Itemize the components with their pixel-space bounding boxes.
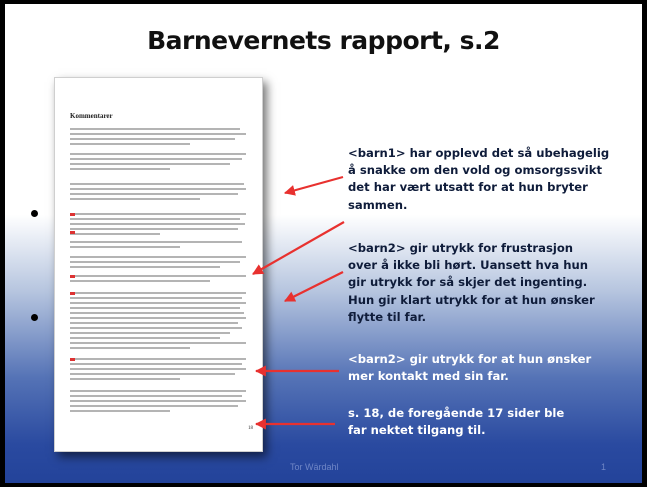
annotation-text-3: <barn2> gir utrykk for at hun ønsker mer kontakt med sin far.	[348, 352, 592, 384]
slide	[5, 4, 642, 483]
annotation-text-1: <barn1> har opplevd det så ubehagelig å snakke om den vold og omsorgssvikt det har vært utsatt for at hun bryter sammen.	[348, 146, 610, 212]
document-page-number: 18	[248, 426, 253, 431]
arrow-1	[285, 177, 343, 193]
arrow-2	[253, 222, 344, 274]
annotation-text-2: <barn2> gir utrykk for frustrasjon over å ikke bli hørt. Uansett hva hun gir utrykk for så skjer det ingenting. Hun gir klart utrykk for at hun ønsker flytte til far.	[348, 241, 595, 324]
arrow-3	[285, 272, 343, 301]
footer-author: Tor Wärdahl	[290, 462, 339, 472]
footer-slide-number: 1	[601, 462, 607, 472]
annotation-text-4: s. 18, de foregående 17 sider ble far nektet tilgang til.	[348, 406, 565, 438]
document-heading: Kommentarer	[70, 112, 113, 120]
slide-title: Barnevernets rapport, s.2	[147, 26, 500, 55]
